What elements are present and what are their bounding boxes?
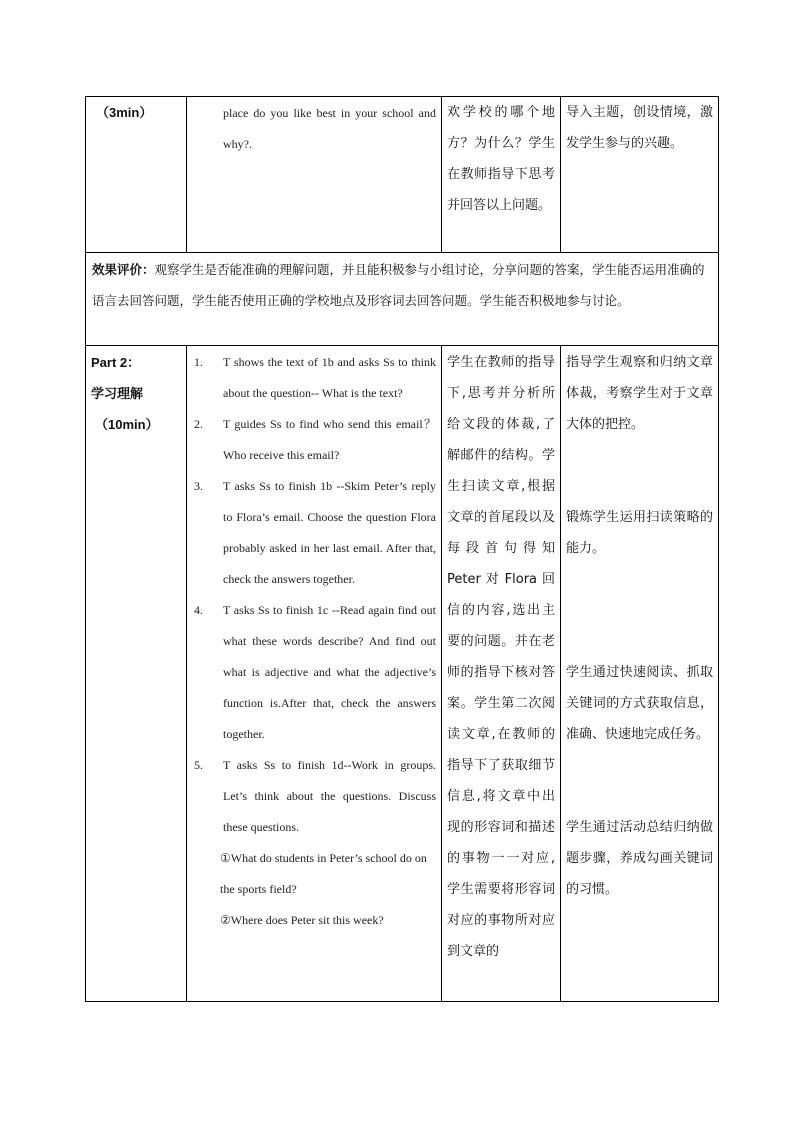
step-text: T asks Ss to finish 1b --Skim Peter’s reply to Flora’s email. Choose the question Flora probably asked in her last email. After that, check the answers together. [223,479,436,586]
step-text: T shows the text of 1b and asks Ss to think about the question-- What is the text? [223,355,436,400]
design-intent-4: 学生通过活动总结归纳做题步骤，养成勾画关键词的习惯。 [566,820,713,897]
intro-intent-cell [561,97,719,253]
part2-title: Part 2： [91,355,141,370]
intro-teacher-cell [187,97,442,253]
design-intent-1: 指导学生观察和归纳文章体裁，考察学生对于文章大体的把控。 [566,355,713,432]
intro-student-activity: 欢学校的哪个地方？为什么？学生在教师指导下思考并回答以上问题。 [447,105,555,213]
intro-student-cell [442,97,561,253]
part2-teacher-cell [187,346,442,1002]
question-list [192,843,436,936]
step-item [192,347,436,409]
part2-time: （10min） [95,417,159,432]
part2-student-cell [442,346,561,1002]
evaluation-label: 效果评价： [92,262,155,277]
part2-subtitle: 学习理解 [91,386,144,401]
intro-row [86,97,719,253]
step-number: 2. [194,417,203,431]
intro-time: （3min） [96,105,153,120]
part2-row [86,346,719,1002]
evaluation-text: 观察学生是否能准确的理解问题，并且能积极参与小组讨论，分享问题的答案，学生能否运用准确的语言去回答问题，学生能否使用正确的学校地点及形容词去回答问题。学生能否积极地参与讨论。 [92,262,705,308]
part2-student-activity: 学生在教师的指导下,思考并分析所给文段的体裁,了解邮件的结构。学生扫读文章,根据文章的首尾段以及每段首句得知 Peter 对 Flora 回信的内容,选出主要的问题。并在老师的指导下核对答案。学生第二次阅读文章,在教师的指导下了获取细节信息,将文章中出现的形容词和描述的事物一一对应,学生需要将形容词对应的事物所对应到文章的 [447,355,555,959]
lesson-plan-table [85,96,719,1002]
step-item [192,750,436,843]
part2-intent-cell [561,346,719,1002]
design-intent-3: 学生通过快速阅读、抓取关键词的方式获取信息，准确、快速地完成任务。 [566,665,713,742]
step-number: 3. [194,479,203,493]
step-text: T guides Ss to find who send this email？Who receive this email? [223,417,436,462]
question-item: ①What do students in Peter’s school do on the sports field? [220,851,427,896]
step-number: 4. [194,603,203,617]
step-number: 5. [194,758,203,772]
step-item [192,595,436,750]
step-list [192,347,436,843]
design-intent-2: 锻炼学生运用扫读策略的能力。 [566,510,713,556]
evaluation-cell [86,253,719,346]
intro-time-cell [86,97,187,253]
intro-design-intent: 导入主题，创设情境，激发学生参与的兴趣。 [566,105,713,151]
step-text: T asks Ss to finish 1c --Read again find out what these words describe? And find out what is adjective and what the adjective’s function is.After that, check the answers together. [223,603,436,741]
step-item [192,409,436,471]
step-number: 1. [194,355,203,369]
evaluation-row [86,253,719,346]
part2-label-cell [86,346,187,1002]
step-text: T asks Ss to finish 1d--Work in groups. Let’s think about the questions. Discuss these questions. [223,758,436,834]
intro-teacher-activity: place do you like best in your school and why?. [223,106,436,151]
question-item: ②Where does Peter sit this week? [220,913,384,927]
step-item [192,471,436,595]
